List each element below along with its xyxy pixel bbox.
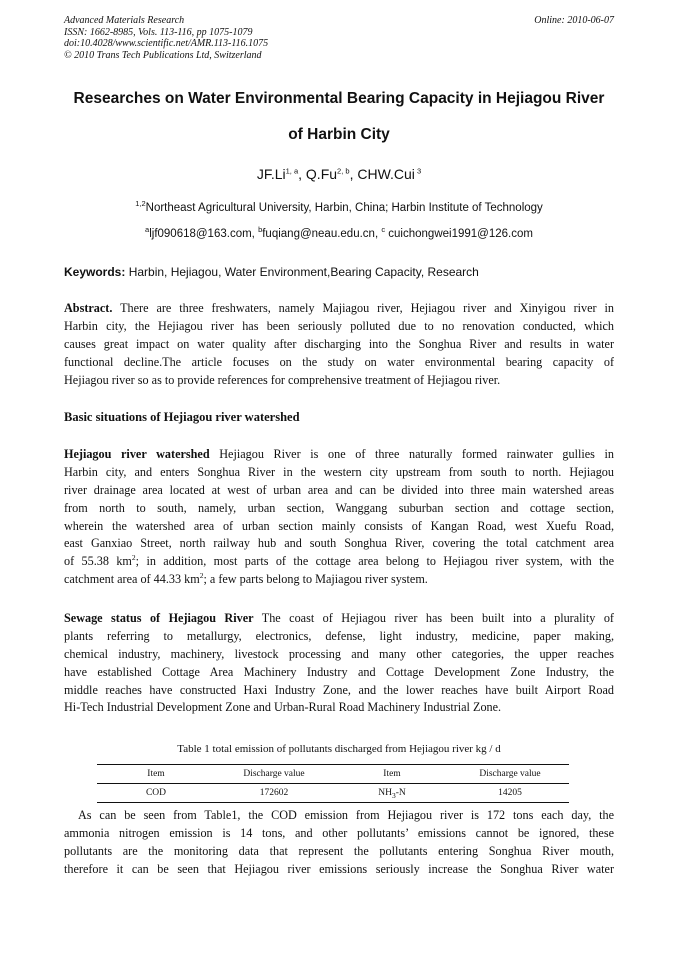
text-line: As can be seen from Table1, the COD emission from Hejiagou river is 172 tons each day, the — [78, 808, 614, 822]
email-mark: c — [381, 225, 386, 235]
online-date: Online: 2010-06-07 — [534, 15, 614, 26]
abstract-text: There are three freshwaters, namely Majiagou river, Hejiagou river and Xinyigou river in — [112, 301, 614, 315]
table-cell: 172602 — [259, 788, 289, 798]
text-line — [64, 553, 614, 571]
table-row — [97, 784, 569, 802]
author-list — [0, 166, 678, 182]
paragraph-text: catchment area of 44.33 km — [64, 572, 200, 587]
author-affil-mark: 3 — [414, 166, 422, 176]
paragraph-label: Sewage status of Hejiagou River — [64, 611, 254, 625]
abstract-label: Abstract. — [64, 301, 113, 315]
text-line: Harbin city, the Hejiagou river has been seriously polluted due to no renovation conducted, which — [64, 318, 614, 333]
email-mark: a — [145, 225, 150, 235]
cell-text: -N — [395, 788, 406, 798]
paragraph-text: Hejiagou River is one of three naturally formed rainwater gullies in — [209, 447, 614, 461]
author-name: Q.Fu — [305, 166, 338, 182]
text-line: functional decline.The article focuses on the study on water environmental bearing capacity of — [64, 354, 614, 369]
table-cell: COD — [145, 788, 167, 798]
author-name: CHW.Cui — [357, 166, 415, 182]
author-separator: , — [298, 166, 306, 182]
text-line — [64, 300, 614, 318]
text-line: Harbin city, and enters Songhua River in the western city upstream from south to north. Hejiagou — [64, 464, 614, 479]
section-heading: Basic situations of Hejiagou river watershed — [64, 410, 300, 424]
cell-text: NH — [378, 788, 392, 798]
paragraph-label: Hejiagou river watershed — [64, 447, 210, 461]
journal-copyright: © 2010 Trans Tech Publications Ltd, Switzerland — [64, 49, 262, 61]
email-link[interactable]: fuqiang@neau.edu.cn, — [262, 228, 382, 240]
table-header-row — [97, 765, 569, 783]
text-line: therefore it can be seen that Hejiagou river emissions seriously increase the Songhua River water — [64, 861, 614, 876]
author-affil-mark: 1, a — [285, 166, 299, 176]
email-link[interactable]: ljf090618@163.com, — [149, 228, 259, 240]
email-link[interactable]: cuichongwei1991@126.com — [385, 228, 533, 240]
subscript: 3 — [391, 790, 396, 800]
table-caption: Table 1 total emission of pollutants discharged from Hejiagou river kg / d — [177, 743, 501, 755]
text-line: middle reaches have constructed Haxi Industry Zone, and the lower reaches have built Airport Road — [64, 682, 614, 697]
author-separator: , — [349, 166, 358, 182]
watershed-paragraph — [64, 446, 614, 589]
table-header-cell: Discharge value — [479, 769, 541, 779]
text-line: east Ganxiao Street, north railway hub and south Songhua River, covering the total catchment area — [64, 536, 614, 551]
text-line: ammonia nitrogen emission is 14 tons, and other pollutants’ emissions cannot be ignored, these — [64, 825, 614, 840]
text-line: plants referring to metallurgy, electronics, defense, light industry, medicine, paper making, — [64, 628, 614, 643]
affiliation — [0, 199, 678, 214]
paragraph-text: ; in addition, most parts of the cottage area belong to Hejiagou river system, with the — [135, 554, 614, 569]
text-line: chemical industry, machinery, livestock processing and many other categories, the upper reaches — [64, 646, 614, 661]
text-line: have established Cottage Area Machinery Industry and Cottage Development Zone Industry, the — [64, 664, 614, 679]
table-cell — [333, 788, 451, 798]
text-line: Hi-Tech Industrial Development Zone and Urban-Rural Road Machinery Industrial Zone. — [64, 700, 502, 715]
journal-name: Advanced Materials Research — [64, 15, 185, 26]
email-mark: b — [258, 225, 263, 235]
keywords-label: Keywords: — [64, 265, 126, 279]
sewage-paragraph — [64, 610, 614, 717]
table-cell: 14205 — [498, 788, 522, 798]
table-header-cell: Discharge value — [243, 769, 305, 779]
paper-title-line-2: of Harbin City — [288, 126, 390, 143]
discussion-paragraph — [64, 807, 614, 879]
table-header-cell: Item — [147, 769, 165, 779]
keywords — [64, 265, 614, 279]
paragraph-text: of 55.38 km — [64, 554, 132, 569]
journal-doi: doi:10.4028/www.scientific.net/AMR.113-116.1075 — [64, 38, 269, 49]
text-line: causes great impact on water quality after discharging into the Songhua River and results in water — [64, 336, 614, 351]
emission-table — [97, 764, 569, 803]
affiliation-text: Northeast Agricultural University, Harbin, China; Harbin Institute of Technology — [145, 202, 543, 214]
paragraph-text: ; a few parts belong to Majiagou river system. — [203, 572, 428, 587]
text-line: pollutants are the monitoring data that represent the pollutants entering Songhua River mouth, — [64, 843, 614, 858]
author-name: JF.Li — [256, 166, 286, 182]
table-header-cell: Item — [383, 769, 401, 779]
text-line: river drainage area located at west of urban area and can be divided into three main watershed areas — [64, 482, 614, 497]
superscript: 2 — [199, 571, 204, 581]
journal-issn: ISSN: 1662-8985, Vols. 113-116, pp 1075-1079 — [64, 26, 253, 38]
text-line — [64, 571, 614, 589]
abstract-paragraph — [64, 300, 614, 389]
text-line — [64, 446, 614, 464]
text-line: wherein the watershed area of urban section mainly consists of Kangan Road, west Xuefu Road, — [64, 518, 614, 533]
affiliation-mark: 1,2 — [135, 199, 146, 209]
superscript: 2 — [131, 553, 136, 563]
author-affil-mark: 2, b — [337, 166, 350, 176]
table-bottom-rule — [97, 802, 569, 803]
author-emails — [0, 225, 678, 240]
text-line — [64, 610, 614, 628]
text-line: Hejiagou river so as to provide references for comprehensive treatment of Hejiagou river. — [64, 372, 501, 387]
paragraph-text: The coast of Hejiagou river has been built into a plurality of — [253, 611, 614, 625]
keywords-text: Harbin, Hejiagou, Water Environment,Bearing Capacity, Research — [125, 265, 479, 279]
text-line: from north to south, namely, urban section, Wanggang suburban section and cottage section, — [64, 500, 614, 515]
journal-header — [64, 15, 268, 61]
paper-title-line-1: Researches on Water Environmental Bearing Capacity in Hejiagou River — [73, 90, 605, 107]
